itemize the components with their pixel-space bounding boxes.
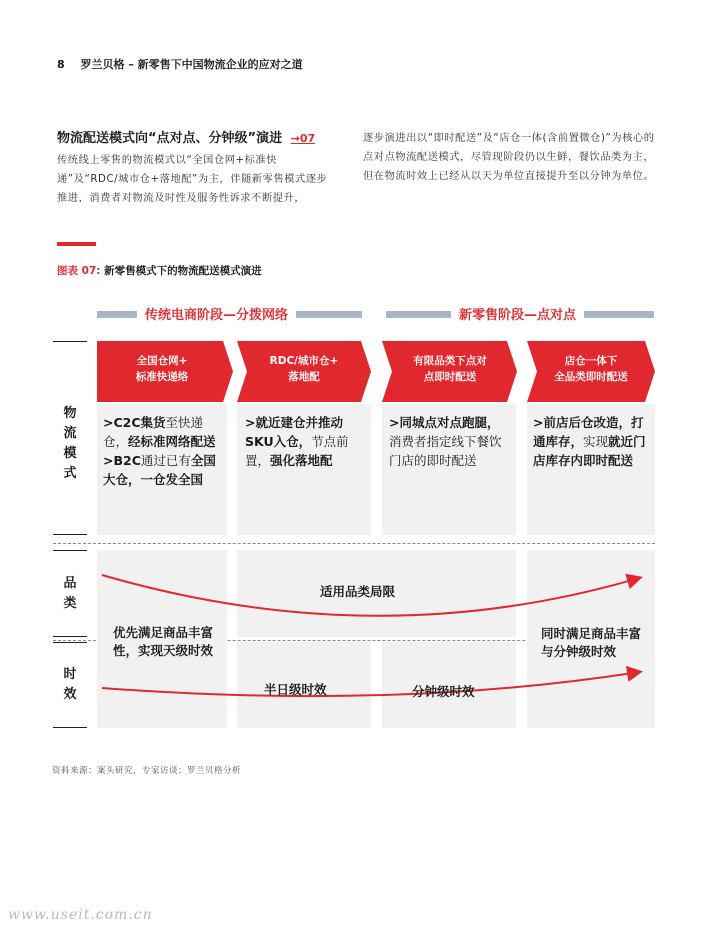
figure-title-text: 新零售模式下的物流配送模式演进 (104, 265, 262, 277)
page-header (57, 56, 303, 72)
paragraph-left: 传统线上零售的物流模式以“全国仓网+标准快递”及“RDC/城市仓+落地配”为主，伴随新零售模式逐步推进，消费者对物流及时性及服务性诉求不断提升， (57, 155, 328, 204)
watermark: www.useit.com.cn (8, 907, 153, 923)
chevron-3-label: 有限品类下点对 点即时配送 (413, 355, 487, 383)
card-4-text: >前店后仓改造，打通库存，实现就近门店库存内即时配送 (533, 415, 646, 468)
phase-new-retail-label: 新零售阶段—点对点 (451, 304, 584, 323)
chevron-1-label: 全国仓网+ 标准快递络 (135, 355, 189, 383)
card-3-text: >同城点对点跑腿，消费者指定线下餐饮门店的即时配送 (389, 415, 502, 468)
timing-mid-text-1: 半日级时效 (264, 682, 327, 697)
row-label-logistics: 物 流 模 式 (53, 341, 87, 535)
dashed-divider (53, 543, 655, 544)
source-note: 资料来源：案头研究，专家访谈；罗兰贝格分析 (52, 766, 242, 776)
figure-title (57, 263, 262, 278)
page-number: 8 (57, 58, 65, 71)
card-1-text: >C2C集货至快递仓，经标准网络配送 >B2C通过已有全国大仓，一仓发全国 (103, 415, 216, 487)
section-title-text: 物流配送模式向“点对点、分钟级”演进 (57, 131, 283, 146)
paragraph-right: 逐步演进出以“即时配送”及“店仓一体(含前置微仓)”为核心的点对点物流配送模式，尽管现阶段仍以生鲜，餐饮品类为主，但在物流时效上已经从以天为单位直接提升至以分钟为单位。 (363, 133, 655, 182)
right-summary-text: 同时满足商品丰富与分钟级时效 (541, 626, 642, 659)
card-2-text: >就近建仓并推动SKU入仓，节点前置，强化落地配 (245, 415, 349, 468)
timing-trend-arrow (102, 672, 639, 696)
figure-ref-link[interactable]: →07 (290, 132, 316, 145)
category-mid-text: 适用品类局限 (320, 584, 396, 599)
row-label-timing: 时 效 (53, 642, 87, 728)
left-summary-text: 优先满足商品丰富性，实现天级时效 (113, 625, 214, 658)
row-label-category: 品 类 (53, 550, 87, 637)
phase-new-retail (386, 304, 654, 325)
report-title: 罗兰贝格 – 新零售下中国物流企业的应对之道 (80, 58, 303, 71)
timing-mid-text-2: 分钟级时效 (412, 684, 475, 699)
phase-traditional-label: 传统电商阶段—分拨网络 (137, 304, 296, 323)
section-title (57, 127, 315, 146)
chevron-4-label: 店仓一体下 全品类即时配送 (554, 355, 628, 383)
accent-divider (57, 242, 96, 246)
figure-label: 图表 07: (57, 265, 101, 277)
chevron-2-label: RDC/城市仓+ 落地配 (269, 355, 339, 383)
phase-traditional (97, 304, 362, 325)
